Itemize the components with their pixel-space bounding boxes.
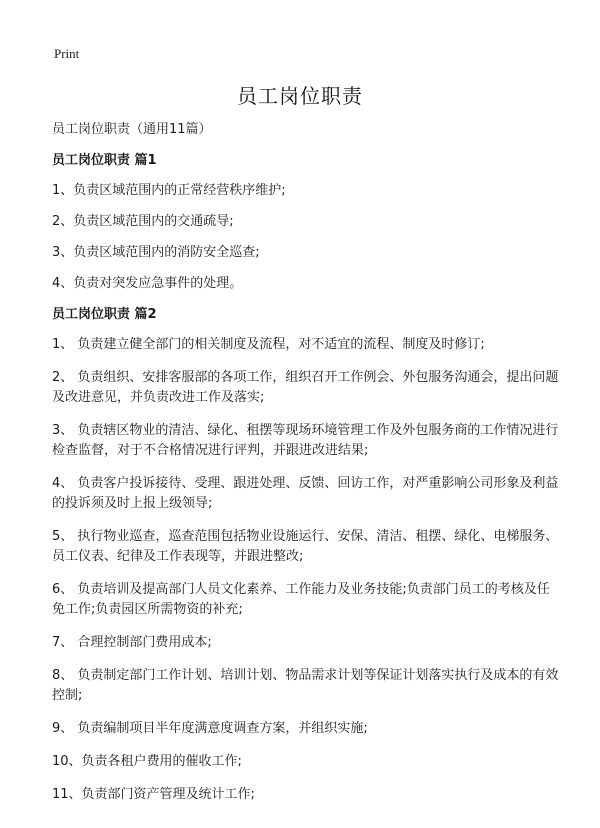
list-item: 2、 负责组织、安排客服部的各项工作，组织召开工作例会、外包服务沟通会，提出问题及改进意见，并负责改进工作及落实; (52, 370, 559, 405)
section-heading: 员工岗位职责 篇1 (52, 153, 157, 168)
list-item: 4、负责对突发应急事件的处理。 (52, 276, 243, 291)
list-item: 10、负责各租户费用的催收工作; (52, 754, 242, 769)
list-item: 11、负责部门资产管理及统计工作; (52, 787, 255, 802)
list-item: 3、负责区域范围内的消防安全巡查; (52, 245, 260, 260)
document-subtitle: 员工岗位职责（通用11篇） (52, 122, 212, 137)
section-1 (52, 151, 562, 294)
list-item: 5、 执行物业巡查，巡查范围包括物业设施运行、安保、清洁、租摆、绿化、电梯服务、员工仪表、纪律及工作表现等，并跟进整改; (52, 529, 559, 564)
section-heading: 员工岗位职责 篇2 (52, 307, 157, 322)
document-body (52, 120, 562, 818)
list-item: 1、负责区域范围内的正常经营秩序维护; (52, 183, 286, 198)
list-item: 6、 负责培训及提高部门人员文化素养、工作能力及业务技能;负责部门员工的考核及任免工作;负责园区所需物资的补充; (52, 582, 550, 617)
list-item: 3、 负责辖区物业的清洁、绿化、租摆等现场环境管理工作及外包服务商的工作情况进行检查监督，对于不合格情况进行评判，并跟进改进结果; (52, 423, 559, 458)
section-2 (52, 305, 562, 805)
list-item: 4、 负责客户投诉接待、受理、跟进处理、反馈、回访工作，对严重影响公司形象及利益的投诉须及时上报上级领导; (52, 476, 559, 511)
list-item: 1、 负责建立健全部门的相关制度及流程，对不适宜的流程、制度及时修订; (52, 337, 485, 352)
list-item: 9、 负责编制项目半年度满意度调查方案，并组织实施; (52, 721, 368, 736)
list-item: 7、 合理控制部门费用成本; (52, 635, 212, 650)
list-item: 8、 负责制定部门工作计划、培训计划、物品需求计划等保证计划落实执行及成本的有效控制; (52, 668, 559, 703)
list-item: 2、负责区域范围内的交通疏导; (52, 214, 234, 229)
document-title: 员工岗位职责 (237, 84, 363, 108)
print-label[interactable]: Print (54, 46, 80, 61)
